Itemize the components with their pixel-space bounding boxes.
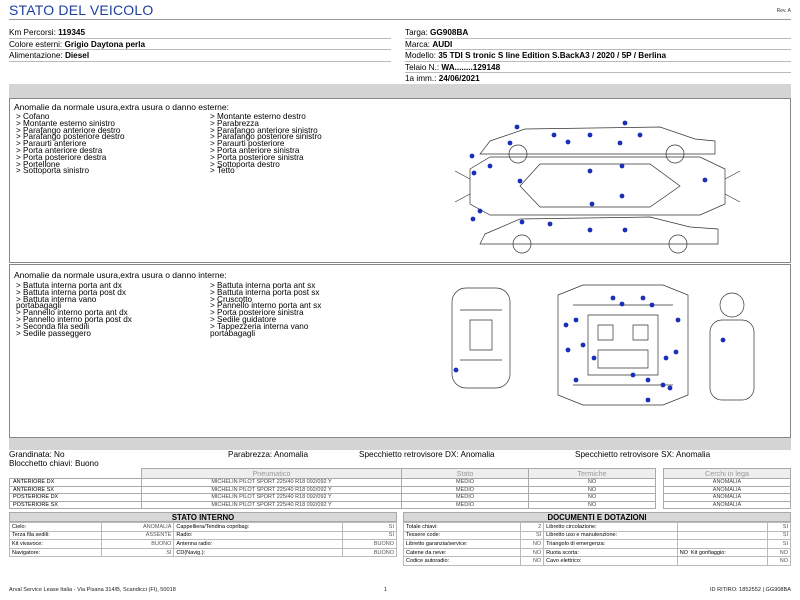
table-row: Catene da neve: NO Ruota scorta: NO Kit gonfiaggio: NO <box>404 548 791 557</box>
page-number: 1 <box>384 587 388 593</box>
list-item: > Pannello interno porta post dx <box>16 314 132 324</box>
page-title: STATO DEL VEICOLO <box>9 2 154 18</box>
list-item: > Pannello interno porta ant sx <box>210 301 322 311</box>
table-header <box>10 469 791 479</box>
list-item: > Portellone <box>16 159 60 169</box>
list-item: portabagagli <box>210 328 256 338</box>
list-item: > Battuta interna porta post sx <box>210 287 320 297</box>
list-item: > Parafango anteriore sinistro <box>210 125 318 135</box>
list-item: > Parafango anteriore destro <box>16 125 121 135</box>
status-line <box>9 451 791 469</box>
list-item: > Pannello interno porta ant dx <box>16 308 128 318</box>
list-item: > Tappezzeria interna vano <box>210 321 309 331</box>
documents-title: DOCUMENTI E DOTAZIONI <box>403 512 791 522</box>
color-row: Colore esterni: Grigio Daytona perla <box>9 39 391 51</box>
revision-label: Rev. A <box>776 8 791 14</box>
table-row: Terza fila sedili: ASSENTE Radio: SI <box>10 531 397 540</box>
vehicle-info-right <box>405 27 791 85</box>
internal-title: Anomalie da normale usura,extra usura o danno interne: <box>14 270 227 280</box>
list-item: > Porta posteriore destra <box>16 152 107 162</box>
list-item: > Battuta interna porta post dx <box>16 287 126 297</box>
list-item: > Paraurti anteriore <box>16 139 87 149</box>
internal-damage-panel <box>9 264 791 438</box>
key-block-status: Blocchetto chiavi: Buono <box>9 458 99 468</box>
list-item: > Porta anteriore destra <box>16 145 103 155</box>
chassis-row: Telaio N.: WA........129148 <box>405 62 791 74</box>
list-item: > Tetto <box>210 166 235 176</box>
list-item: > Sottoporta destro <box>210 159 280 169</box>
interior-car-diagram <box>448 280 793 430</box>
registration-row: 1a imm.: 24/06/2021 <box>405 73 791 85</box>
company-address: Arval Service Lease Italia - Via Pisana 314/B, Scandicci (FI), 50018 <box>9 587 176 593</box>
model-row: Modello: 35 TDI S tronic S line Edition S.BackA3 / 2020 / 5P / Berlina <box>405 50 791 62</box>
windshield-status: Parabrezza: Anomalia <box>228 450 309 459</box>
table-row: POSTERIORE DX MICHELIN PILOT SPORT 225/40 R18 092/092 Y MEDIO NO ANOMALIA <box>10 494 791 502</box>
mirror-sx-status: Specchietto retrovisore SX: Anomalia <box>575 450 711 459</box>
interior-status-table <box>9 522 397 557</box>
km-row: Km Percorsi: 119345 <box>9 27 391 39</box>
table-row: ANTERIORE DX MICHELIN PILOT SPORT 225/40 R18 092/092 Y MEDIO NO ANOMALIA <box>10 479 791 487</box>
column-header: Pneumatico <box>142 469 402 479</box>
divider <box>9 19 791 20</box>
list-item: > Battuta interna porta ant dx <box>16 281 122 290</box>
internal-list-col1 <box>16 283 132 337</box>
list-item: > Sedile passeggero <box>16 328 91 338</box>
internal-list-col2 <box>210 283 321 337</box>
list-item: > Parafango posteriore destro <box>16 132 125 142</box>
tyre-table <box>9 468 791 509</box>
list-item: > Cruscotto <box>210 294 253 304</box>
table-row: Tessere code: SI Libretto uso e manutenzione: SI <box>404 531 791 540</box>
table-row: Totale chiavi: 2 Libretto circolazione: SI <box>404 523 791 532</box>
column-header: Termiche <box>529 469 656 479</box>
mirror-dx-status: Specchietto retrovisore DX: Anomalia <box>359 450 495 459</box>
exterior-car-diagram <box>450 109 750 259</box>
list-item: > Sottoporta sinistro <box>16 166 90 176</box>
list-item: > Seconda fila sedili <box>16 321 90 331</box>
table-row: POSTERIORE SX MICHELIN PILOT SPORT 225/40 R18 092/092 Y MEDIO NO ANOMALIA <box>10 501 791 509</box>
list-item: > Battuta interna vano <box>16 294 97 304</box>
interior-status-title: STATO INTERNO <box>9 512 397 522</box>
list-item: > Porta anteriore sinistra <box>210 145 300 155</box>
table-row: Cielo: ANOMALIA Cappelliera/Tendina copribag: SI <box>10 523 397 532</box>
list-item: > Porta posteriore sinistra <box>210 152 304 162</box>
list-item: > Paraurti posteriore <box>210 139 285 149</box>
fuel-row: Alimentazione: Diesel <box>9 50 391 62</box>
column-header: Stato <box>402 469 529 479</box>
external-list-col1 <box>16 114 125 175</box>
list-item: > Parabrezza <box>210 118 259 128</box>
list-item: > Porta posteriore sinistra <box>210 308 304 318</box>
table-row: ANTERIORE SX MICHELIN PILOT SPORT 225/40 R18 092/092 Y MEDIO NO ANOMALIA <box>10 486 791 494</box>
table-row: Navigatore: SI CD(Navig.): BUONO <box>10 548 397 557</box>
documents-table <box>403 522 791 566</box>
brand-row: Marca: AUDI <box>405 39 791 51</box>
table-row: Libretto garanzia/service: NO Triangolo di emergenza: SI <box>404 540 791 549</box>
hail-status: Grandinata: No <box>9 450 65 459</box>
external-damage-panel <box>9 98 791 263</box>
list-item: portabagagli <box>16 301 62 311</box>
list-item: > Sedile guidatore <box>210 314 277 324</box>
column-header: Cerchi in lega <box>664 469 791 479</box>
table-row: Codice autoradio: NO Cavo elettrico: NO <box>404 557 791 566</box>
table-row: Kit vivavoce: BUONO Antenna radio: BUONO <box>10 540 397 549</box>
list-item: > Montante esterno destro <box>210 112 306 121</box>
external-title: Anomalie da normale usura,extra usura o danno esterne: <box>14 102 229 112</box>
list-item: > Cofano <box>16 112 50 121</box>
list-item: > Battuta interna porta ant sx <box>210 281 316 290</box>
list-item: > Parafango posteriore sinistro <box>210 132 322 142</box>
list-item: > Montante esterno sinistro <box>16 118 115 128</box>
pickup-id: ID RITIRO: 1852552 | GG908BA <box>709 587 791 593</box>
vehicle-info-left <box>9 27 391 62</box>
external-list-col2 <box>210 114 322 175</box>
section-band <box>9 438 791 450</box>
plate-row: Targa: GG908BA <box>405 27 791 39</box>
section-band <box>9 84 791 98</box>
